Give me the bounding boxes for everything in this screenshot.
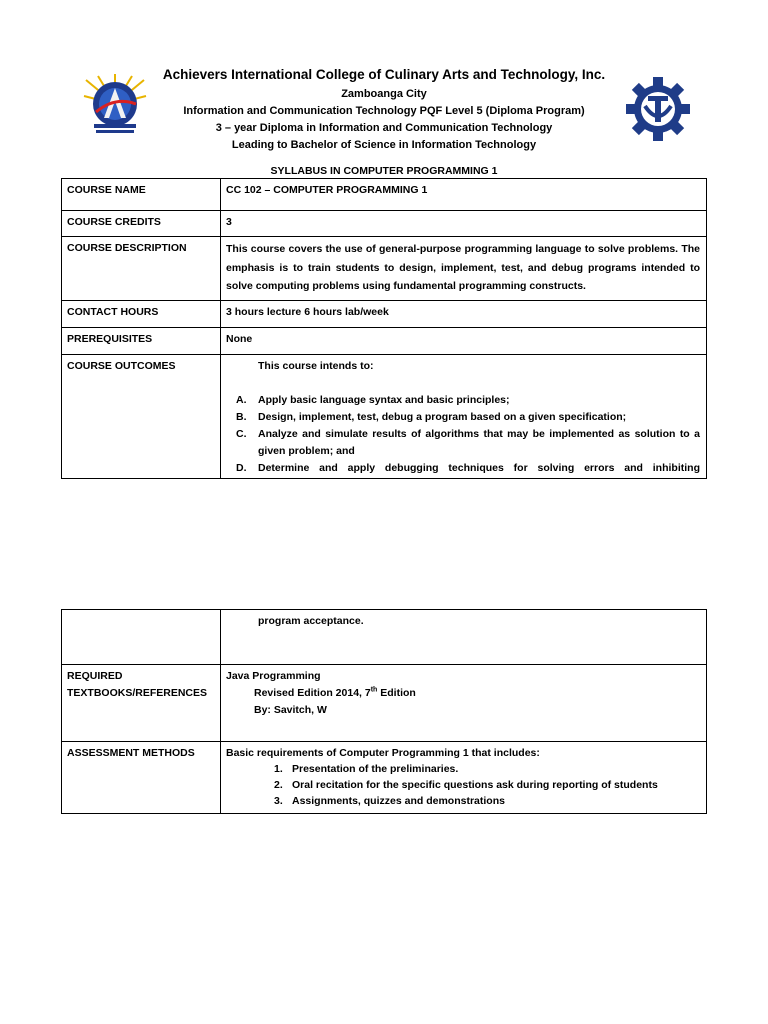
document-header	[0, 64, 768, 154]
course-name-value: CC 102 – COMPUTER PROGRAMMING 1	[221, 179, 707, 211]
list-item: 3. Assignments, quizzes and demonstrations	[274, 795, 505, 807]
outcomes-continuation: program acceptance.	[221, 610, 707, 665]
table-row	[62, 211, 707, 237]
list-item: A. Apply basic language syntax and basic principles;	[236, 393, 510, 406]
syllabus-table-part1	[61, 178, 707, 479]
assessment-label: ASSESSMENT METHODS	[62, 742, 221, 814]
table-row	[62, 354, 707, 478]
list-item: C. Analyze and simulate results of algorithms that may be implemented as solution to a given problem; and	[236, 427, 700, 457]
course-description-label: COURSE DESCRIPTION	[62, 237, 221, 301]
prerequisites-label: PREREQUISITES	[62, 327, 221, 354]
table-row	[62, 610, 707, 665]
outcomes-continued-label	[62, 610, 221, 665]
textbooks-value	[221, 665, 707, 742]
syllabus-title: SYLLABUS IN COMPUTER PROGRAMMING 1	[270, 165, 498, 177]
assessment-list	[226, 761, 700, 809]
table-row	[62, 300, 707, 327]
prerequisites-value: None	[221, 327, 707, 354]
table-row	[62, 665, 707, 742]
course-credits-value: 3	[221, 211, 707, 237]
program-line: Information and Communication Technology PQF Level 5 (Diploma Program)	[183, 105, 585, 117]
outcomes-list	[226, 392, 700, 474]
list-item: 2. Oral recitation for the specific questions ask during reporting of students	[274, 779, 658, 791]
course-outcomes-value	[221, 354, 707, 478]
list-item: D. Determine and apply debugging techniques for solving errors and inhibiting	[236, 461, 700, 474]
syllabus-table-part2	[61, 609, 707, 814]
course-name-label: COURSE NAME	[62, 179, 221, 211]
assessment-intro: Basic requirements of Computer Programming 1 that includes:	[226, 747, 540, 759]
textbooks-label: REQUIRED TEXTBOOKS/REFERENCES	[62, 665, 221, 742]
institution-name: Achievers International College of Culinary Arts and Technology, Inc.	[162, 67, 606, 82]
textbook-edition: Revised Edition 2014, 7th Edition	[254, 686, 416, 699]
list-item: B. Design, implement, test, debug a program based on a given specification;	[236, 410, 627, 423]
course-credits-label: COURSE CREDITS	[62, 211, 221, 237]
outcomes-intro: This course intends to:	[258, 359, 374, 372]
diploma-line: 3 – year Diploma in Information and Communication Technology	[215, 122, 553, 134]
list-item: 1. Presentation of the preliminaries.	[274, 763, 459, 775]
textbook-title: Java Programming	[226, 670, 321, 682]
table-row	[62, 327, 707, 354]
course-description-value: This course covers the use of general-purpose programming language to solve problems. The emphasis is to train students to design, implement, test, and debug programs intended to solve computing problems using fundamental programming constructs.	[221, 237, 707, 301]
city-line: Zamboanga City	[341, 88, 427, 100]
textbook-author: By: Savitch, W	[254, 704, 327, 716]
contact-hours-label: CONTACT HOURS	[62, 300, 221, 327]
course-outcomes-label: COURSE OUTCOMES	[62, 354, 221, 478]
table-row	[62, 179, 707, 211]
table-row	[62, 237, 707, 301]
table-row	[62, 742, 707, 814]
leading-to-line: Leading to Bachelor of Science in Information Technology	[231, 139, 537, 151]
assessment-value	[221, 742, 707, 814]
contact-hours-value: 3 hours lecture 6 hours lab/week	[221, 300, 707, 327]
